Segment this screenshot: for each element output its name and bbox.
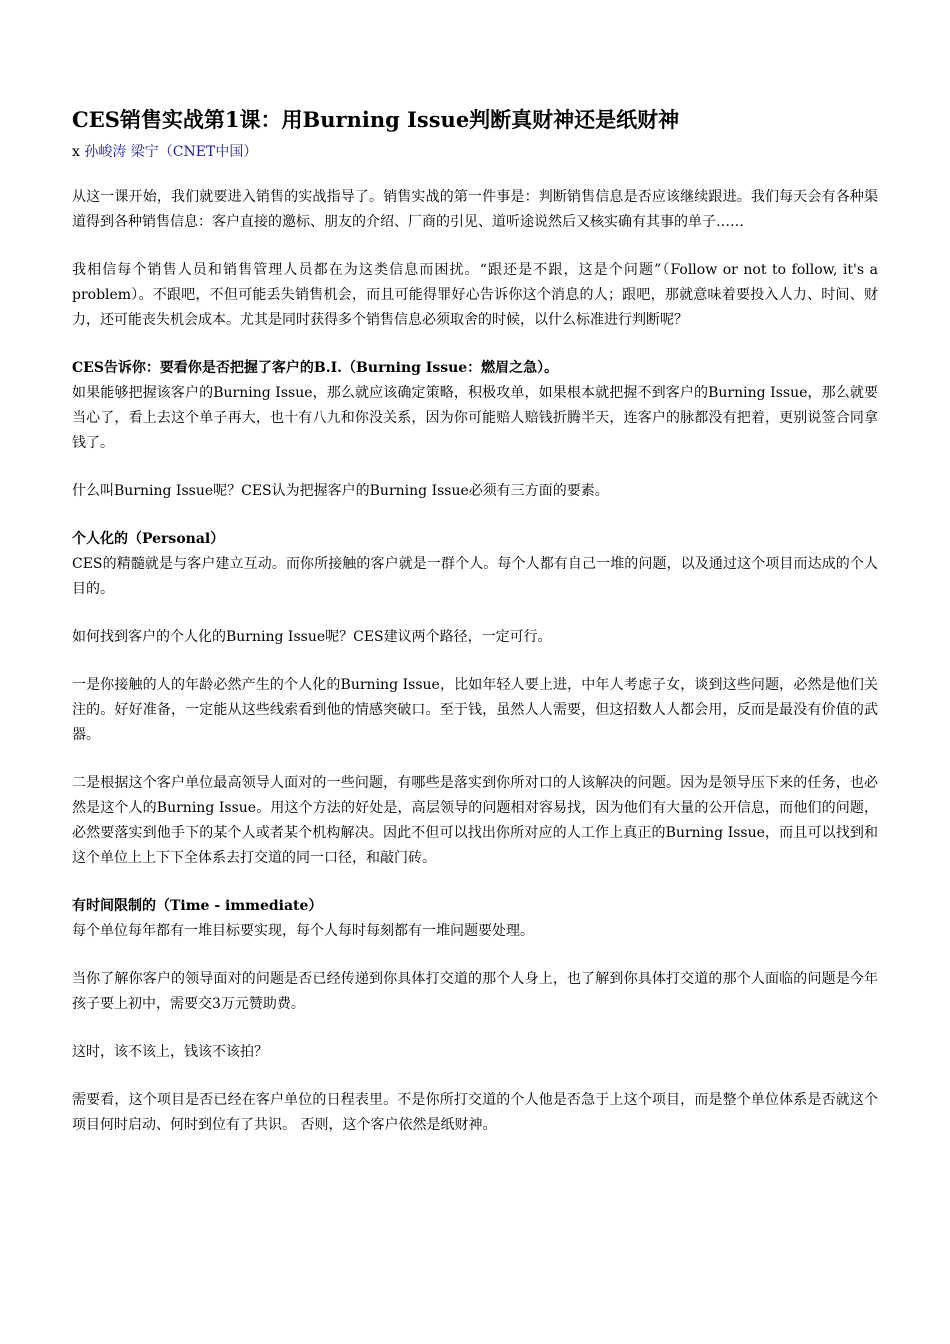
byline-authors: 孙峻涛 梁宁（CNET中国）	[84, 144, 258, 160]
section-time-example: 当你了解你客户的领导面对的问题是否已经传递到你具体打交道的那个人身上，也了解到你具体打交道的那个人面临的问题是今年孩子要上初中，需要交3万元赞助费。	[72, 971, 878, 1012]
byline	[72, 140, 878, 164]
document-page	[72, 104, 878, 1161]
section-time-question: 这时，该不该上，钱该不该拍？	[72, 1044, 268, 1060]
section-heading-bi: CES告诉你：要看你是否把握了客户的B.I.（Burning Issue：燃眉之急）。	[72, 360, 559, 376]
section-time-answer: 需要看，这个项目是否已经在客户单位的日程表里。不是你所打交道的个人他是否急于上这个项目，而是整个单位体系是否就这个项目何时启动、何时到位有了共识。 否则，这个客户依然是纸财神。	[72, 1092, 878, 1133]
section-personal-how: 如何找到客户的个人化的Burning Issue呢？CES建议两个路径，一定可行。	[72, 629, 552, 645]
section-bi-body: 如果能够把握该客户的Burning Issue，那么就应该确定策略，积极攻单，如果根本就把握不到客户的Burning Issue，那么就要当心了，看上去这个单子再大，也十有八九和你没关系，因为你可能赔人赔钱折腾半天，连客户的脉都没有把着，更别说签合同拿钱了。	[72, 385, 878, 451]
section-time-body: 每个单位每年都有一堆目标要实现，每个人每时每刻都有一堆问题要处理。	[72, 923, 534, 939]
what-is-bi-paragraph: 什么叫Burning Issue呢？CES认为把握客户的Burning Issue必须有三方面的要素。	[72, 483, 609, 499]
section-personal-path-1: 一是你接触的人的年龄必然产生的个人化的Burning Issue，比如年轻人要上进，中年人考虑子女，谈到这些问题，必然是他们关注的。好好准备，一定能从这些线索看到他的情感突破口。至于钱，虽然人人需要，但这招数人人都会用，反而是最没有价值的武器。	[72, 677, 878, 743]
section-heading-time: 有时间限制的（Time - immediate）	[72, 898, 323, 914]
intro-paragraph-2: 我相信每个销售人员和销售管理人员都在为这类信息而困扰。“跟还是不跟，这是个问题”（Follow or not to follow, it's a problem）。不跟吧，不但可能丢失销售机会，而且可能得罪好心告诉你这个消息的人；跟吧，那就意味着要投入人力、时间、财力，还可能丧失机会成本。尤其是同时获得多个销售信息必须取舍的时候，以什么标准进行判断呢？	[72, 262, 878, 328]
section-personal-path-2: 二是根据这个客户单位最高领导人面对的一些问题，有哪些是落实到你所对口的人该解决的问题。因为是领导压下来的任务，也必然是这个人的Burning Issue。用这个方法的好处是，高层领导的问题相对容易找，因为他们有大量的公开信息，而他们的问题，必然要落实到他手下的某个人或者某个机构解决。因此不但可以找出你所对应的人工作上真正的Burning Issue，而且可以找到和这个单位上上下下全体系去打交道的同一口径，和敲门砖。	[72, 775, 878, 866]
section-personal-body: CES的精髓就是与客户建立互动。而你所接触的客户就是一群个人。每个人都有自己一堆的问题，以及通过这个项目而达成的个人目的。	[72, 556, 878, 597]
document-title: CES销售实战第1课：用Burning Issue判断真财神还是纸财神	[72, 107, 680, 132]
intro-paragraph-1: 从这一课开始，我们就要进入销售的实战指导了。销售实战的第一件事是：判断销售信息是否应该继续跟进。我们每天会有各种渠道得到各种销售信息：客户直接的邀标、朋友的介绍、厂商的引见、道听途说然后又核实确有其事的单子……	[72, 189, 878, 230]
section-heading-personal: 个人化的（Personal）	[72, 531, 225, 547]
byline-prefix: x	[72, 144, 80, 160]
